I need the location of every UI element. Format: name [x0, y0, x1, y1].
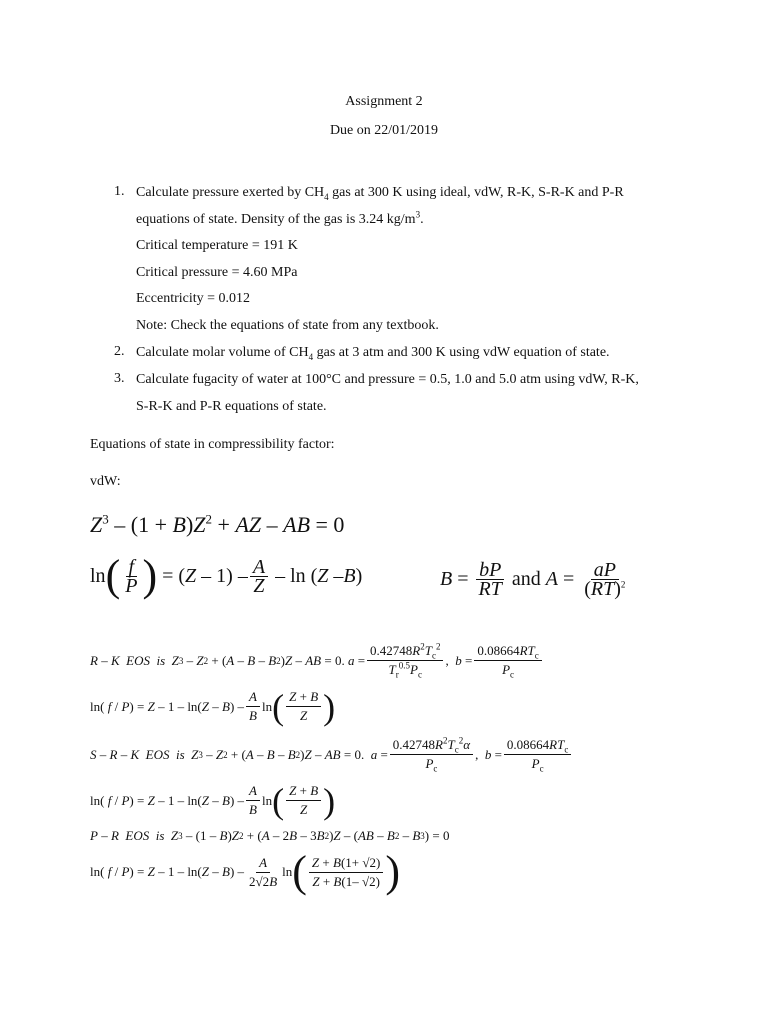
- q1-line1: Calculate pressure exerted by $CH_4$ gas at 300 K using ideal, vdW, R-K, S-R-K and P-R: [136, 185, 624, 202]
- due-date: Due on 22/01/2019: [329, 123, 439, 138]
- pr-fugacity-equation: ln( f / P ) = Z – 1 – ln( Z – B ) – $\frac{A}{2√2B}$ ln ( $\frac{Z + B(1+ √2)}{Z + B(1- √2)}$ ): [90, 847, 400, 896]
- assignment-title: Assignment 2: [345, 94, 423, 109]
- rk-fugacity-equation: ln( f / P ) = Z – 1 – ln( Z – B ) – $\frac{A}{B}$ ln ( $\frac{Z + B}{Z}$ ): [90, 686, 336, 727]
- eccentricity: Eccentricity = 0.012: [136, 291, 251, 306]
- q1-line2: equations of state. Density of the gas is 3.24 $kg/m^3$.: [136, 209, 424, 227]
- srk-fugacity-equation: ln( f / P ) = Z – 1 – ln( Z – B ) – $\frac{A}{B}$ ln ( $\frac{Z + B}{Z}$ ): [90, 780, 336, 821]
- vdw-label: vdW:: [90, 474, 121, 489]
- critical-pressure: Critical pressure = 4.60 MPa: [136, 265, 298, 280]
- vdw-fugacity-equation: ln ( $\frac{f}{P}$ ) = (Z – 1) – $\frac{A}{Z}$ – ln (Z –B): [90, 551, 363, 600]
- vdw-cubic-equation: $Z^3 - (1 + B)Z^2$ + AZ – AB = 0: [90, 511, 345, 537]
- pr-eos-equation: P – R EOS is Z 3 – (1 – B ) Z 2 + ( A – 2 B – 3 B 2 ) Z – ( AB – B 2 – B 3 ) = 0: [90, 828, 450, 843]
- q3-line2: S-R-K and P-R equations of state.: [136, 399, 327, 414]
- srk-eos-equation: S – R – K EOS is Z 3 – Z 2 + ( A – B – B 2 ) Z – AB = 0. a = $\frac{0.42748R^2T_c^2\alpha}{P_c}$ , b = $\frac{0.08664RT_c}{P_c}$: [90, 736, 573, 773]
- eos-heading: Equations of state in compressibility factor:: [90, 437, 335, 452]
- rk-eos-equation: R – K EOS is Z 3 – Z 2 + ( A – B – B 2 ) Z – AB = 0. a = $\frac{0.42748R^2T_c^2}{T_r^{0.5}P_c}$ , b = $\frac{0.08664RT_c}{P_c}$: [90, 642, 544, 679]
- q3-line1: Calculate fugacity of water at 100°C and pressure = 0.5, 1.0 and 5.0 atm using vdW, R-K,: [136, 372, 639, 387]
- q1-note: Note: Check the equations of state from any textbook.: [136, 318, 439, 333]
- critical-temperature: Critical temperature = 191 K: [136, 238, 298, 253]
- q1-number: 1.: [114, 184, 125, 199]
- vdw-parameter-definitions: B = $\frac{bP}{RT}$ and A = $\frac{aP}{(RT)^2}$: [440, 559, 626, 600]
- q3-number: 3.: [114, 371, 125, 386]
- q2-text: Calculate molar volume of $CH_4$ gas at 3 atm and 300 K using vdW equation of state.: [136, 345, 610, 362]
- q2-number: 2.: [114, 344, 125, 359]
